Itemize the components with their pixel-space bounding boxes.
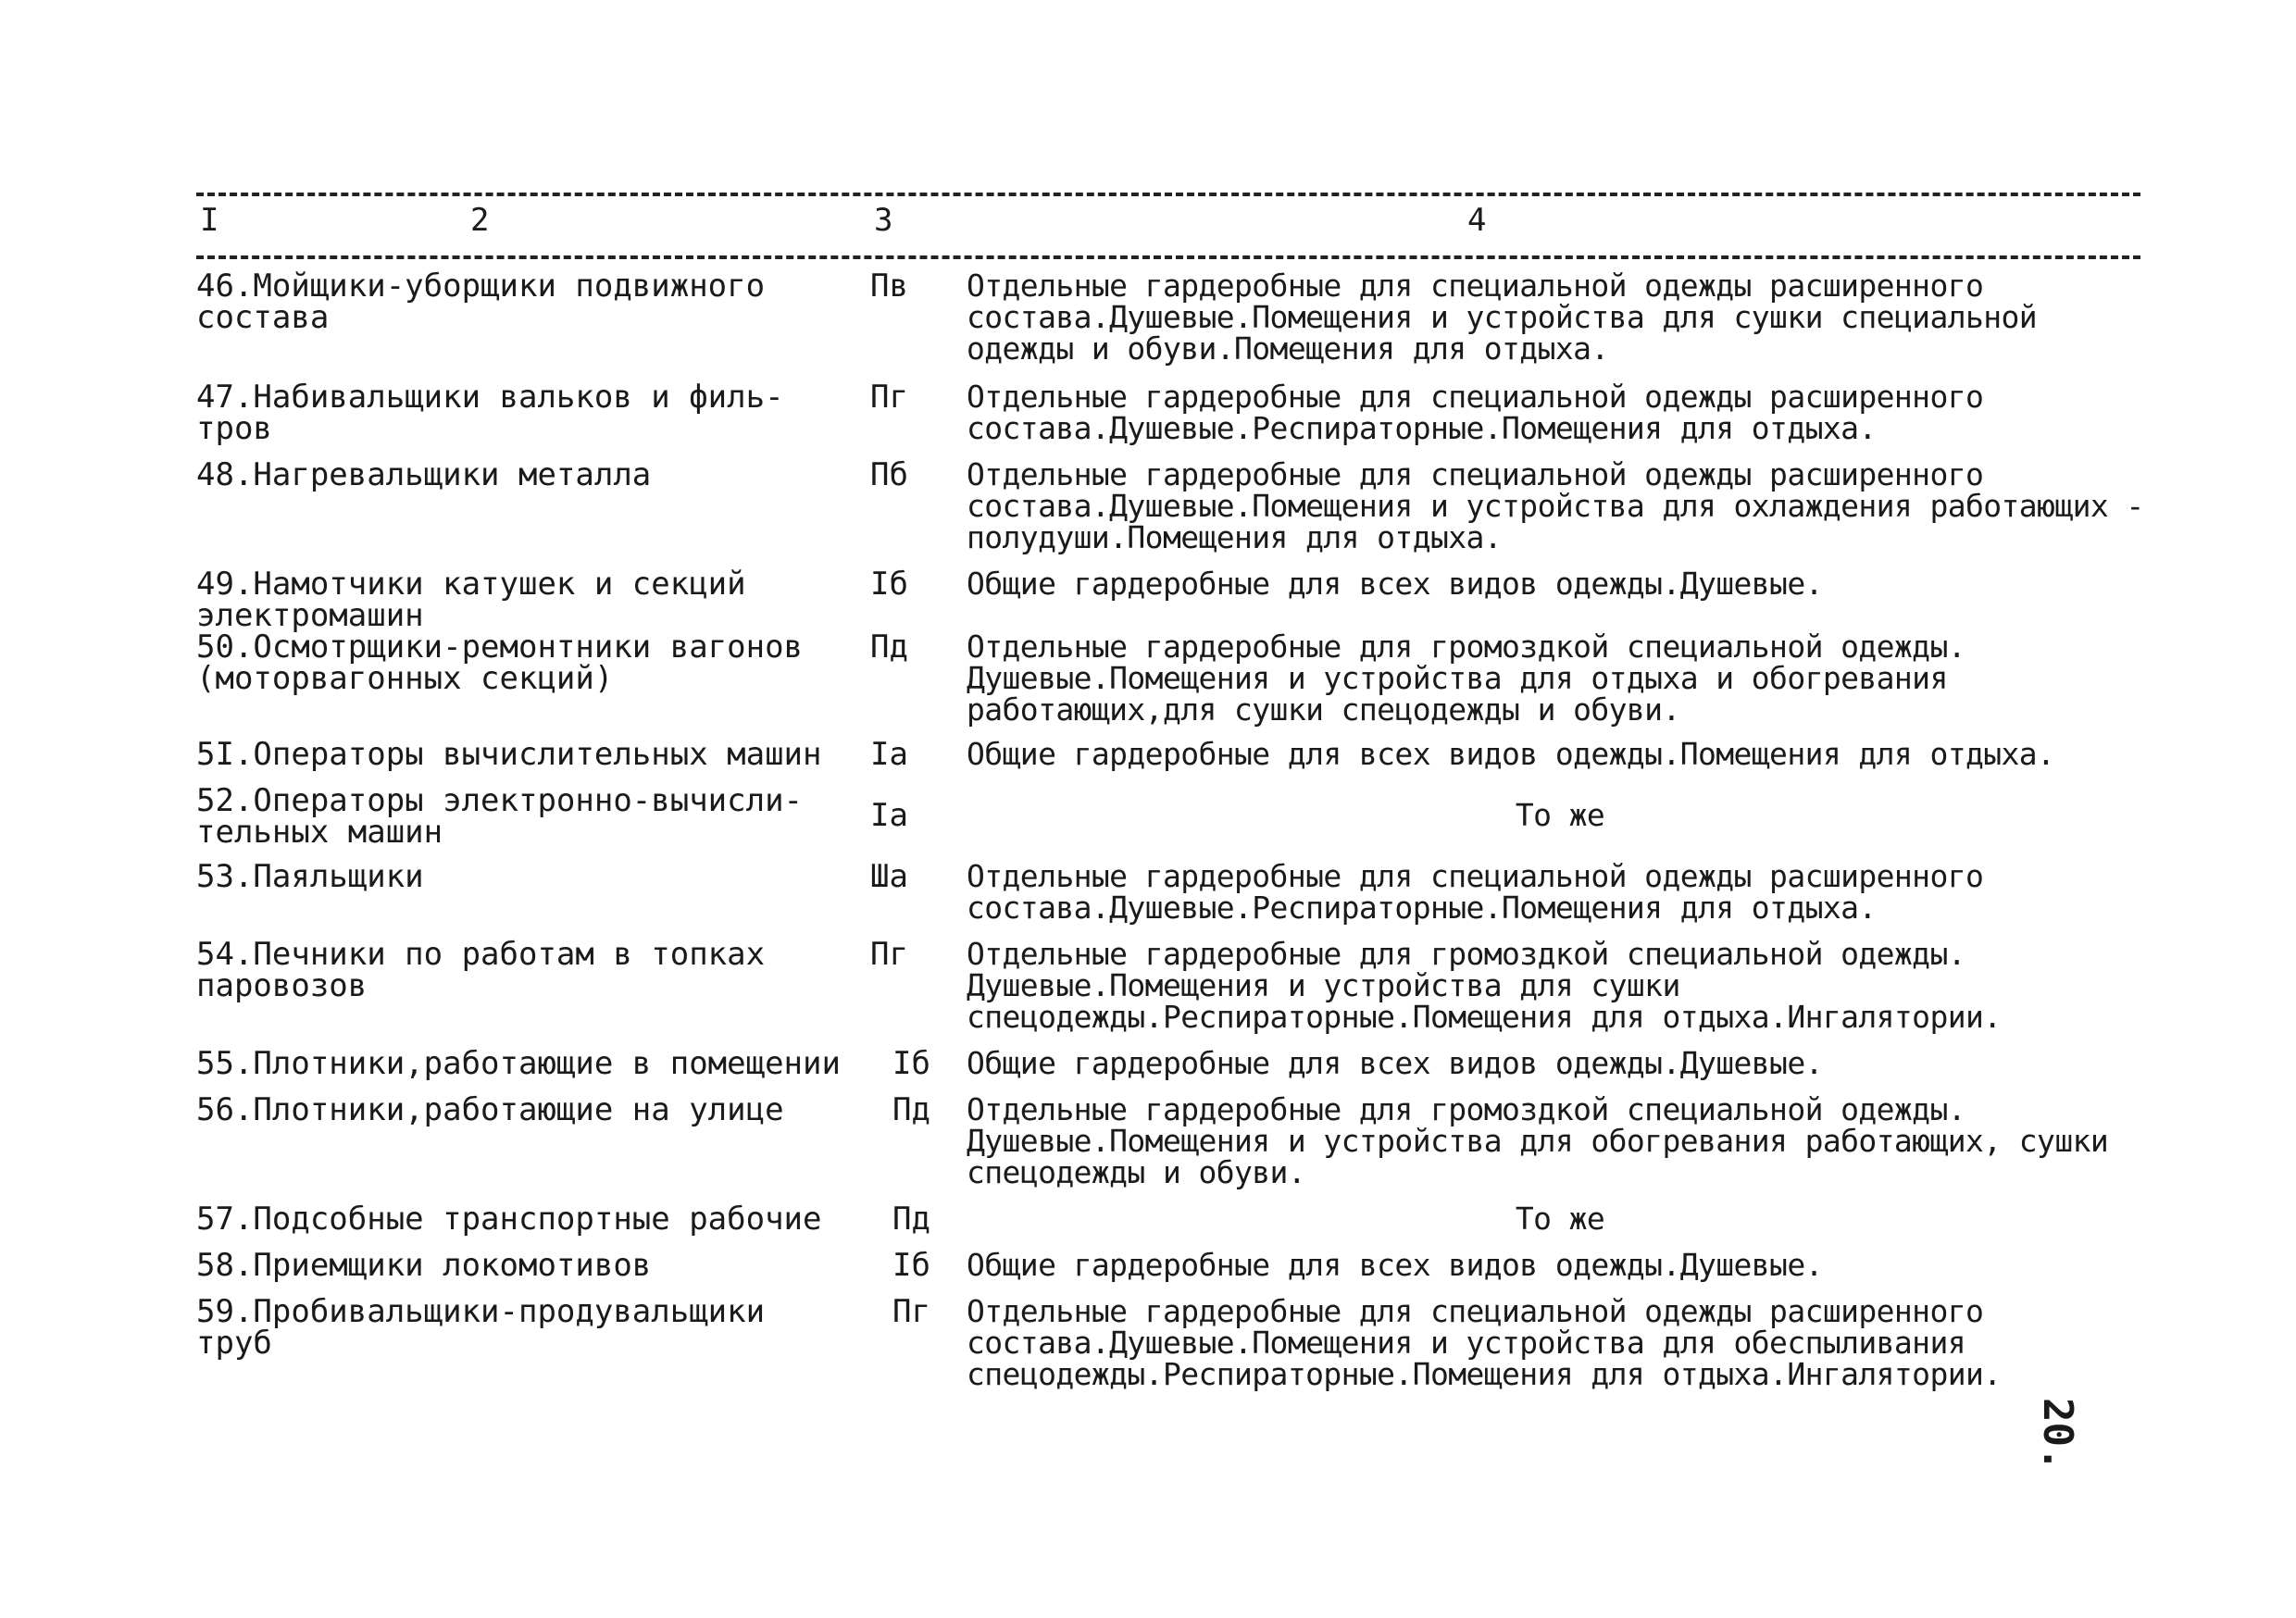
header-col-4: 4 xyxy=(1467,202,1487,239)
sanitary-group: Пв xyxy=(870,268,908,305)
occupation-name: 56.Плотники,работающие на улице xyxy=(196,1091,784,1128)
sanitary-group: Пг xyxy=(870,936,908,973)
occupation-name: 50.Осмотрщики-ремонтники вагонов (моторвагонных секций) xyxy=(196,629,804,697)
sanitary-group: Iб xyxy=(892,1045,930,1082)
occupation-name: 47.Набивальщики вальков и филь- тров xyxy=(196,379,784,447)
facilities-description: Общие гардеробные для всех видов одежды.Душевые. xyxy=(967,566,1823,602)
header-bottom-rule xyxy=(196,255,2140,259)
sanitary-group: Пб xyxy=(870,456,908,493)
occupation-name: 59.Пробивальщики-продувальщики труб xyxy=(196,1293,766,1362)
occupation-name: 58.Приемщики локомотивов xyxy=(196,1247,652,1284)
facilities-description: Отдельные гардеробные для громоздкой специальной одежды. Душевые.Помещения и устройства для сушки спецодежды.Респираторные.Помещения для отдыха.Ингалятории. xyxy=(967,936,2002,1035)
facilities-description: Отдельные гардеробные для специальной одежды расширенного состава.Душевые.Респираторные.Помещения для отдыха. xyxy=(967,379,1984,446)
facilities-description: Отдельные гардеробные для специальной одежды расширенного состава.Душевые.Респираторные.Помещения для отдыха. xyxy=(967,858,1984,926)
page-number: 20. xyxy=(2034,1398,2081,1472)
sanitary-group: Пд xyxy=(892,1091,930,1128)
header-col-3: 3 xyxy=(874,202,893,239)
sanitary-group: Iб xyxy=(892,1247,930,1284)
header-col-2: 2 xyxy=(470,202,490,239)
facilities-description: Отдельные гардеробные для громоздкой специальной одежды. Душевые.Помещения и устройства для обогревания работающих, сушки спецодежды и обуви. xyxy=(967,1091,2109,1190)
facilities-description: То же xyxy=(1515,797,1605,833)
occupation-name: 5I.Операторы вычислительных машин xyxy=(196,736,822,773)
header-col-1: I xyxy=(200,202,219,239)
sanitary-group: Пг xyxy=(870,379,908,416)
facilities-description: Общие гардеробные для всех видов одежды.Помещения для отдыха. xyxy=(967,736,2055,772)
sanitary-group: Iа xyxy=(870,736,908,773)
sanitary-group: Пд xyxy=(892,1201,930,1238)
facilities-description: Отдельные гардеробные для громоздкой специальной одежды. Душевые.Помещения и устройства для отдыха и обогревания работающих,для сушки спецодежды и обуви. xyxy=(967,629,1965,728)
sanitary-group: Пг xyxy=(892,1293,930,1330)
header-top-rule xyxy=(196,193,2140,196)
sanitary-group: Iб xyxy=(870,566,908,603)
facilities-description: Общие гардеробные для всех видов одежды.Душевые. xyxy=(967,1045,1823,1081)
occupation-name: 48.Нагревальщики металла xyxy=(196,456,652,493)
occupation-name: 54.Печники по работам в топках паровозов xyxy=(196,936,766,1004)
facilities-description: Отдельные гардеробные для специальной одежды расширенного состава.Душевые.Помещения и устройства для сушки специальной одежды и обуви.Помещения для отдыха. xyxy=(967,268,2038,367)
facilities-description: Отдельные гардеробные для специальной одежды расширенного состава.Душевые.Помещения и устройства для охлаждения работающих - полудуши.Помещения для отдыха. xyxy=(967,456,2144,555)
sanitary-group: Шa xyxy=(870,858,908,895)
facilities-description: Общие гардеробные для всех видов одежды.Душевые. xyxy=(967,1247,1823,1283)
facilities-description: Отдельные гардеробные для специальной одежды расширенного состава.Душевые.Помещения и устройства для обеспыливания спецодежды.Респираторные.Помещения для отдыха.Ингалятории. xyxy=(967,1293,2002,1392)
sanitary-group: Iа xyxy=(870,797,908,834)
occupation-name: 49.Намотчики катушек и секций электромашин xyxy=(196,566,746,634)
occupation-name: 57.Подсобные транспортные рабочие xyxy=(196,1201,822,1238)
occupation-name: 53.Паяльщики xyxy=(196,858,424,895)
occupation-name: 52.Операторы электронно-вычисли- тельных машин xyxy=(196,782,804,851)
facilities-description: То же xyxy=(1515,1201,1605,1237)
occupation-name: 46.Мойщики-уборщики подвижного состава xyxy=(196,268,766,336)
sanitary-group: Пд xyxy=(870,629,908,666)
occupation-name: 55.Плотники,работающие в помещении xyxy=(196,1045,841,1082)
